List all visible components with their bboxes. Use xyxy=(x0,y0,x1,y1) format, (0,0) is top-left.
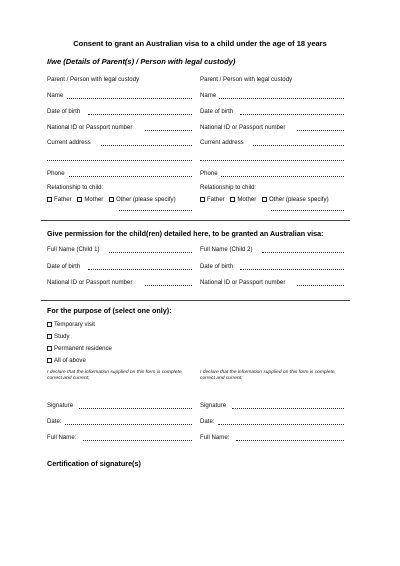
parent2-header: Parent / Person with legal custody xyxy=(200,76,293,83)
full-name-label-1: Full Name: xyxy=(47,434,77,441)
declaration-text-2: I declare that the information supplied on this form is complete, correct and current; xyxy=(200,370,336,382)
parent2-father-option[interactable]: Father xyxy=(200,196,225,203)
parent1-id-label: National ID or Passport number xyxy=(47,124,133,131)
date-field-1[interactable] xyxy=(65,424,192,425)
checkbox-icon[interactable] xyxy=(47,358,52,363)
date-label-2: Date: xyxy=(200,418,215,425)
parent2-dob-field[interactable] xyxy=(240,114,344,115)
children-heading: Give permission for the child(ren) detailed here, to be granted an Australian visa: xyxy=(47,229,324,238)
parent2-address-field-line2[interactable] xyxy=(200,160,344,161)
parent1-address-field-line2[interactable] xyxy=(47,160,192,161)
child1-id-label: National ID or Passport number xyxy=(47,279,133,286)
child2-name-field[interactable] xyxy=(262,252,344,253)
child2-dob-field[interactable] xyxy=(240,269,344,270)
parent1-other-specify-field[interactable] xyxy=(119,210,192,211)
certification-heading: Certification of signature(s) xyxy=(47,459,141,468)
purpose-option-temporary-visit[interactable]: Temporary visit xyxy=(47,321,95,328)
parent2-id-field[interactable] xyxy=(297,130,344,131)
child1-name-label: Full Name (Child 1) xyxy=(47,246,100,253)
checkbox-icon[interactable] xyxy=(47,346,52,351)
parent1-address-label: Current address xyxy=(47,139,91,146)
checkbox-icon[interactable] xyxy=(77,197,82,202)
parent2-relationship-options xyxy=(200,196,333,203)
parent2-name-label: Name xyxy=(200,92,217,99)
parent2-id-label: National ID or Passport number xyxy=(200,124,286,131)
parent2-other-option[interactable]: Other (please specify) xyxy=(262,196,329,203)
purpose-option-permanent-residence[interactable]: Permanent residence xyxy=(47,345,112,352)
checkbox-icon[interactable] xyxy=(47,334,52,339)
parents-heading: I/we (Details of Parent(s) / Person with legal custody) xyxy=(47,57,236,66)
signature-field-1[interactable] xyxy=(79,408,192,409)
full-name-field-1[interactable] xyxy=(83,440,192,441)
checkbox-icon[interactable] xyxy=(262,197,267,202)
parent1-header: Parent / Person with legal custody xyxy=(47,76,140,83)
checkbox-icon[interactable] xyxy=(200,197,205,202)
child1-name-field[interactable] xyxy=(109,252,192,253)
parent1-dob-field[interactable] xyxy=(88,114,192,115)
child1-dob-field[interactable] xyxy=(88,269,192,270)
checkbox-icon[interactable] xyxy=(109,197,114,202)
parent1-address-field[interactable] xyxy=(101,145,192,146)
parent2-phone-field[interactable] xyxy=(221,176,344,177)
checkbox-icon[interactable] xyxy=(47,197,52,202)
parent1-relationship-label: Relationship to child: xyxy=(47,184,104,191)
signature-field-2[interactable] xyxy=(232,408,344,409)
date-label-1: Date: xyxy=(47,418,62,425)
parent2-phone-label: Phone xyxy=(200,170,218,177)
signature-label-2: Signature xyxy=(200,402,227,409)
parent2-dob-label: Date of birth xyxy=(200,108,234,115)
parent2-name-field[interactable] xyxy=(219,98,344,99)
signature-label-1: Signature xyxy=(47,402,74,409)
child2-name-label: Full Name (Child 2) xyxy=(200,246,253,253)
child2-dob-label: Date of birth xyxy=(200,263,234,270)
checkbox-icon[interactable] xyxy=(47,322,52,327)
parent1-id-field[interactable] xyxy=(145,130,192,131)
full-name-label-2: Full Name: xyxy=(200,434,230,441)
date-field-2[interactable] xyxy=(218,424,344,425)
parent1-mother-option[interactable]: Mother xyxy=(77,196,103,203)
checkbox-icon[interactable] xyxy=(230,197,235,202)
child1-dob-label: Date of birth xyxy=(47,263,81,270)
child1-id-field[interactable] xyxy=(145,285,192,286)
parent1-name-field[interactable] xyxy=(67,98,192,99)
parent1-relationship-options xyxy=(47,196,180,203)
form-title: Consent to grant an Australian visa to a child under the age of 18 years xyxy=(73,39,327,48)
purpose-heading: For the purpose of (select one only): xyxy=(47,306,172,315)
parent2-other-specify-field[interactable] xyxy=(271,210,344,211)
parent1-dob-label: Date of birth xyxy=(47,108,81,115)
parent1-father-option[interactable]: Father xyxy=(47,196,72,203)
parent1-phone-label: Phone xyxy=(47,170,65,177)
section-divider xyxy=(41,220,350,221)
parent1-name-label: Name xyxy=(47,92,64,99)
child2-id-label: National ID or Passport number xyxy=(200,279,286,286)
parent2-address-field[interactable] xyxy=(253,145,344,146)
parent2-relationship-label: Relationship to child: xyxy=(200,184,257,191)
full-name-field-2[interactable] xyxy=(236,440,344,441)
parent1-phone-field[interactable] xyxy=(69,176,192,177)
section-divider xyxy=(41,300,350,301)
child2-id-field[interactable] xyxy=(297,285,344,286)
parent2-mother-option[interactable]: Mother xyxy=(230,196,256,203)
parent1-other-option[interactable]: Other (please specify) xyxy=(109,196,176,203)
parent2-address-label: Current address xyxy=(200,139,244,146)
declaration-text-1: I declare that the information supplied on this form is complete, correct and current; xyxy=(47,370,183,382)
purpose-option-study[interactable]: Study xyxy=(47,333,70,340)
purpose-option-all[interactable]: All of above xyxy=(47,357,86,364)
